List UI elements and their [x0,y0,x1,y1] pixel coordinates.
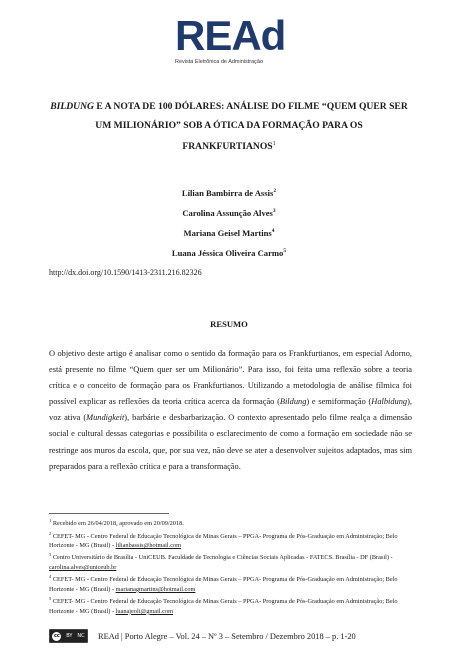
author-list [0,182,458,261]
journal-citation: REAd | Porto Alegre – Vol. 24 – Nº 3 – Setembro / Dezembro 2018 – p. 1-20 [98,631,356,641]
author: Carolina Assunção Alves$^3$ [182,207,276,218]
journal-logo [175,14,285,65]
author: Luana Jéssica Oliveira Carmo$^5$ [171,247,287,258]
article-title [36,97,422,156]
footnote: $^5$ CEFET- MG - Centro Federal de Educação Tecnológica de Minas Gerais – PPGA- Programa de Pós-Graduação em Administração; Belo Horizonte - MG (Brasil) - luanajeoli@gmail.com [49,596,398,615]
email-link[interactable]: lilianbassis@hotmail.com [115,542,182,549]
footnote: $^4$ CEFET- MG - Centro Federal de Educação Tecnológica de Minas Gerais – PPGA- Programa de Pós-Graduação em Administração; Belo Horizonte - MG (Brasil) - marianagmartins@hotmail.com [49,574,398,593]
logo-name: REAd [175,12,286,59]
author: Lílian Bambirra de Assis$^2$ [181,187,277,198]
footnote: $^3$ Centro Universitário de Brasília - UniCEUB. Faculdade de Tecnologia e Ciências Sociais Aplicadas - FATECS. Brasília - DF (Brasil) - carolina.alves@uniceub.br [49,552,393,571]
by-icon: BY [66,633,73,639]
footnote: $^2$ CEFET- MG - Centro Federal de Educação Tecnológica de Minas Gerais – PPGA- Programa de Pós-Graduação em Administração; Belo Horizonte - MG (Brasil) - lilianbassis@hotmail.com [49,530,398,549]
title-line2: UM MILIONÁRIO” SOB A ÓTICA DA FORMAÇÃO PARA OS [95,120,363,131]
page-footer [49,629,411,643]
footnote: $^1$ Recebido em 26/04/2018, aprovado em 20/09/2018. [49,518,184,528]
footnote-divider [49,513,169,514]
title-italic-word: BILDUNG [50,101,94,112]
email-link[interactable]: carolina.alves@uniceub.br [49,563,117,571]
title-footnote-mark: 1 [272,141,276,147]
doi-link[interactable]: http://dx.doi.org/10.1590/1413-2311.216.82326 [49,268,202,277]
footnotes [49,516,411,616]
title-line3: FRANKFURTIANOS [182,141,273,153]
cc-license-icon[interactable] [49,629,88,643]
logo-subtitle: Revista Eletrônica de Administração [175,59,264,65]
nc-icon: NC [77,633,85,639]
abstract-heading: RESUMO [210,319,248,329]
title-line1: E A NOTA DE 100 DÓLARES: ANÁLISE DO FILME “QUEM QUER SER [93,101,408,112]
author: Mariana Geisel Martins$^4$ [183,227,275,238]
abstract-body: O objetivo deste artigo é analisar como o sentido da formação para os Frankfurtianos, em especial Adorno, está presente no filme “Quem quer ser um Milionário”. Para isso, foi feita uma reflexão sobre a teoria crítica e o conceito de formação para os Frankfurtianos. Utilizando a metodologia de análise fílmica foi possível explicar as reflexões da teoria crítica acerca da formação (Bildung) e semiformação (Halbidung), voz ativa (Mundigkeit), barbárie e desbarbarização. O contexto apresentado pelo filme realça a dimensão social e cultural dessas categorias e possibilita o esclarecimento de como a formação em sociedade não se restringe aos muros da escola, que, por sua vez, não deve se ater a desenvolver sujeitos adaptados, mas sim preparados para a reflexão crítica e para a transformação. [49,349,412,471]
email-link[interactable]: marianagmartins@hotmail.com [115,585,196,593]
email-link[interactable]: luanajeoli@gmail.com [115,607,174,615]
cc-icon: cc [53,632,60,639]
